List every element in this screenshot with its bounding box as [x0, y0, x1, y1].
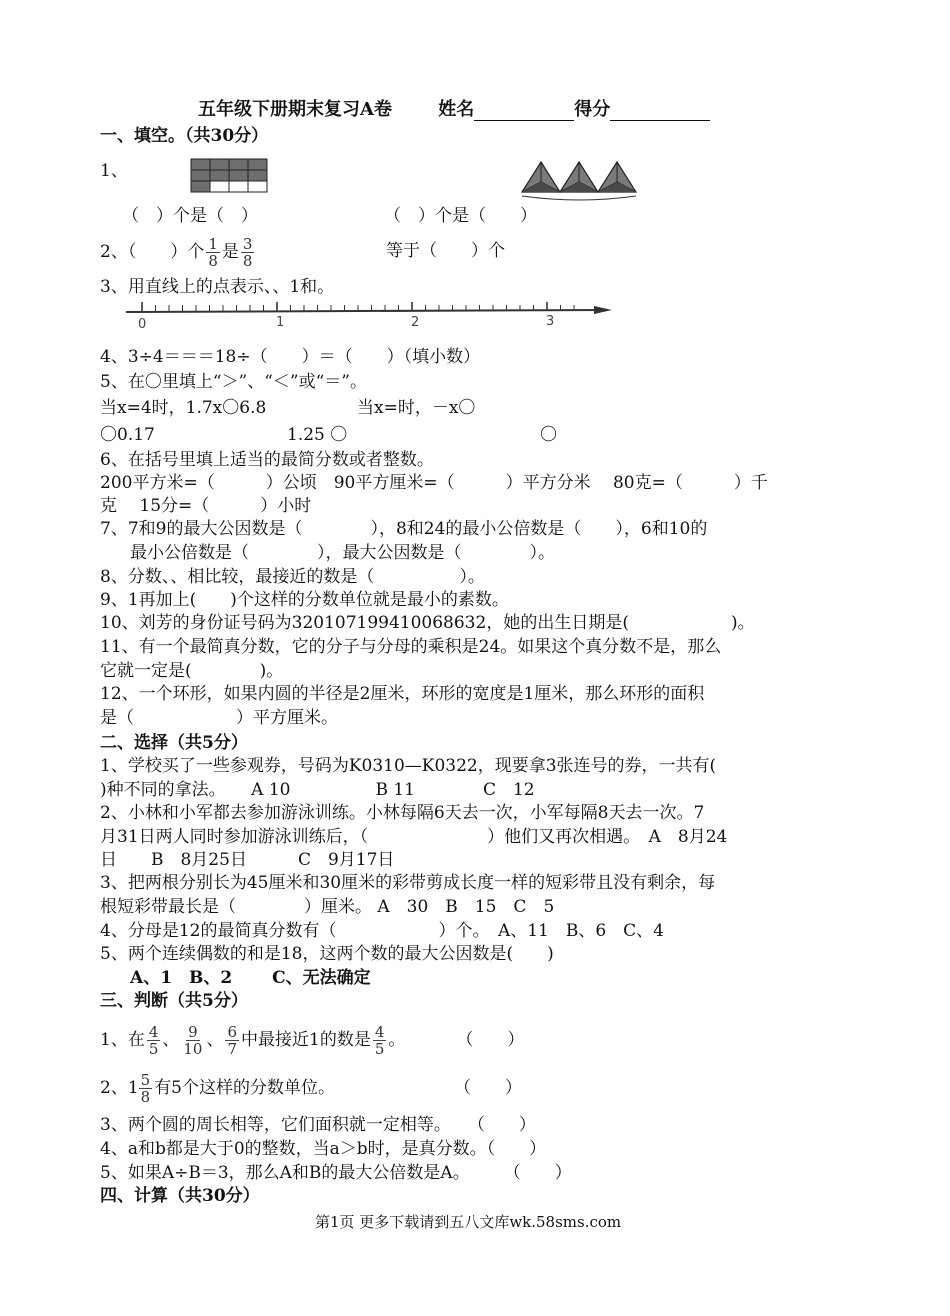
fraction-1-8: $\frac{1}{8}$ — [208, 235, 218, 270]
grid-cell — [191, 181, 210, 192]
s3-q3: 3、两个圆的周长相等，它们面积就一定相等。 （ ） — [100, 1115, 536, 1135]
q3-text: 3、用直线上的点表示、、1和。 — [100, 277, 335, 297]
name-blank[interactable] — [474, 104, 574, 121]
s3-q5: 5、如果A÷B＝3，那么A和B的最大公倍数是A。 （ ） — [100, 1163, 572, 1183]
s3-q1: 1、在 $\frac{4}{5}$ 、 $\frac{9}{10}$ 、 $\frac{6}{7}$ 中最接近1的数是 $\frac{4}{5}$ 。 （ ） — [100, 1023, 525, 1058]
grid-cell — [229, 159, 248, 170]
q5b: 当x=时，－x〇 — [357, 398, 476, 418]
q5-text: 5、在〇里填上“＞”、“＜”或“＝”。 — [100, 372, 367, 392]
tick-label-2: 2 — [411, 315, 420, 330]
grid-cell — [248, 159, 267, 170]
q11a: 11、有一个最简真分数，它的分子与分母的乘积是24。如果这个真分数不是，那么 — [100, 637, 722, 657]
tick-label-1: 1 — [276, 315, 285, 330]
page-footer: 第1页 更多下载请到五八文库wk.58sms.com — [315, 1213, 622, 1231]
q12b: 是（ ）平方厘米。 — [100, 708, 338, 728]
section3-heading: 三、判断（共5分） — [100, 991, 248, 1011]
grid-cell — [210, 181, 229, 192]
q8-text: 8、分数、、相比较，最接近的数是（ ）。 — [100, 567, 485, 587]
tick-label-3: 3 — [546, 314, 555, 329]
score-blank[interactable] — [610, 104, 710, 121]
s2-q5: 5、两个连续偶数的和是18，这两个数的最大公因数是( ) — [100, 944, 554, 964]
grid-cell — [229, 181, 248, 192]
fraction-4-5: $\frac{4}{5}$ — [148, 1023, 159, 1058]
s2-q2b: 月31日两人同时参加游泳训练后，（ ）他们又再次相遇。 A 8月24 — [100, 827, 728, 847]
tick-label-0: 0 — [138, 317, 147, 332]
triangles-figure — [518, 158, 642, 202]
shaded-grid-figure — [190, 158, 270, 194]
q9-text: 9、1再加上( )个这样的分数单位就是最小的素数。 — [100, 590, 509, 610]
q2-right: 等于（ ）个 — [386, 241, 505, 261]
q5e: 〇 — [540, 425, 557, 445]
s3-q2: 2、1 $\frac{5}{8}$ 有5个这样的分数单位。 （ ） — [100, 1071, 523, 1106]
s2-q3b: 根短彩带最长是（ ）厘米。 A 30 B 15 C 5 — [100, 897, 555, 917]
q6b: 克 15分=（ ）小时 — [100, 496, 312, 516]
score-label: 得分 — [574, 99, 611, 120]
s2-q4: 4、分母是12的最简真分数有（ ）个。 A、11 B、6 C、4 — [100, 921, 664, 941]
exam-title: 五年级下册期末复习A卷 姓名 得分 — [198, 99, 710, 121]
q11b: 它就一定是( )。 — [100, 661, 284, 681]
s2-q1b: )种不同的拿法。 A 10 B 11 C 12 — [100, 780, 535, 800]
q5c: 〇0.17 — [100, 425, 155, 445]
brace-line — [522, 196, 636, 200]
grid-cell — [191, 170, 210, 181]
q5d: 1.25 〇 — [287, 425, 348, 445]
q6-text: 6、在括号里填上适当的最简分数或者整数。 — [100, 450, 434, 470]
s2-q1a: 1、学校买了一些参观券，号码为K0310—K0322，现要拿3张连号的券，一共有( — [100, 756, 717, 776]
q1-number: 1、 — [100, 161, 128, 181]
q2-line: 2、（ ）个 $\frac{1}{8}$ 是 $\frac{3}{8}$ — [100, 235, 253, 270]
fraction-5-8: $\frac{5}{8}$ — [140, 1071, 151, 1106]
s2-q3a: 3、把两根分别长为45厘米和30厘米的彩带剪成长度一样的短彩带且没有剩余，每 — [100, 873, 716, 893]
arrow-head — [594, 306, 612, 314]
q10-text: 10、刘芳的身份证号码为320107199410068632，她的出生日期是( )。 — [100, 613, 755, 633]
grid-cell — [210, 170, 229, 181]
s2-q2a: 2、小林和小军都去参加游泳训练。小林每隔6天去一次，小军每隔8天去一次。7 — [100, 803, 705, 823]
name-label: 姓名 — [438, 99, 475, 120]
fraction-4-5-answer: $\frac{4}{5}$ — [374, 1023, 385, 1058]
q7b: 最小公倍数是（ ），最大公因数是（ ）。 — [130, 543, 555, 563]
grid-cell — [248, 170, 267, 181]
section2-heading: 二、选择（共5分） — [100, 733, 248, 753]
fraction-9-10: $\frac{9}{10}$ — [183, 1023, 203, 1058]
q6a: 200平方米=（ ）公顷 90平方厘米=（ ）平方分米 80克=（ ）千 — [100, 473, 768, 493]
q7a: 7、7和9的最大公因数是（ ），8和24的最小公倍数是（ ），6和10的 — [100, 519, 708, 539]
grid-cell — [248, 181, 267, 192]
grid-cell — [229, 170, 248, 181]
s3-q4: 4、a和b都是大于0的整数，当a＞b时，是真分数。（ ） — [100, 1139, 547, 1159]
q4-text: 4、3÷4＝＝＝18÷（ ）＝（ ）（填小数） — [100, 347, 481, 367]
fraction-6-7: $\frac{6}{7}$ — [227, 1023, 238, 1058]
q1-right-blank: （ ）个是（ ） — [384, 206, 537, 226]
section1-heading: 一、填空。（共30分） — [100, 126, 269, 146]
section4-heading: 四、计算（共30分） — [100, 1186, 260, 1206]
q5a: 当x=4时，1.7x〇6.8 — [100, 398, 267, 418]
q1-left-blank: （ ）个是（ ） — [122, 206, 258, 226]
grid-cell — [191, 159, 210, 170]
grid-cell — [210, 159, 229, 170]
s2-q5-options: A、1 B、2 C、无法确定 — [130, 968, 371, 988]
fraction-3-8: $\frac{3}{8}$ — [242, 235, 253, 270]
s2-q2c: 日 B 8月25日 C 9月17日 — [100, 850, 395, 870]
q12a: 12、一个环形，如果内圆的半径是2厘米，环形的宽度是1厘米，那么环形的面积 — [100, 684, 705, 704]
number-line — [124, 298, 614, 332]
